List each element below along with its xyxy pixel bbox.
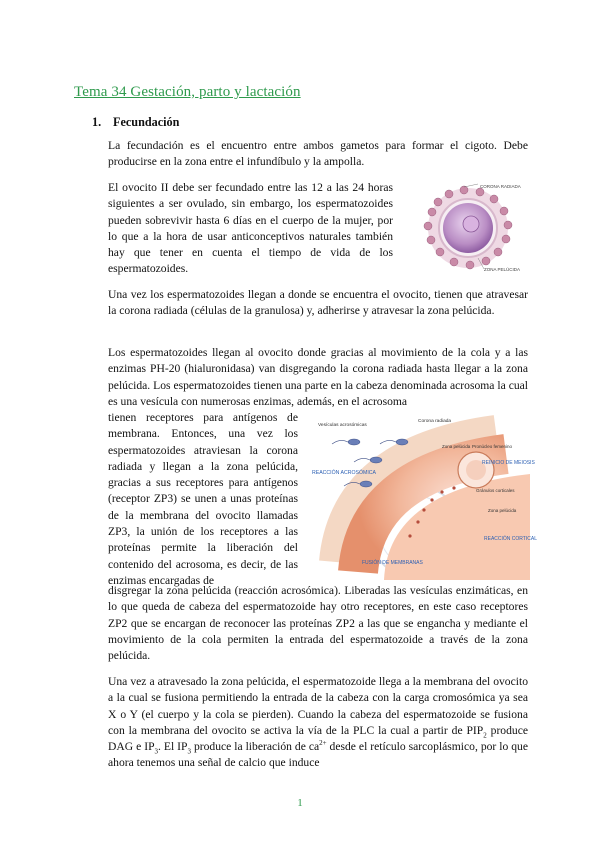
oocyte-illustration [408, 182, 526, 272]
zona-label: ZONA PELÚCIDA [484, 267, 521, 272]
paragraph-4-wrap: tienen receptores para antígenos de membrana. Entonces, una vez los espermatozoides atraviesan la corona radiada y llegan a la zona pelúcida, gracias a sus receptores para antígenos (receptor ZP3) se unen a unas proteínas de la membrana del ovocito llamadas ZP3, la unión de los receptores a las proteínas permite la liberación del contenido del acrosoma, es decir, de las enzimas encargadas de [108, 411, 298, 587]
section-number: 1. [92, 115, 102, 129]
page-number: 1 [297, 797, 303, 809]
paragraph-2: El ovocito II debe ser fecundado entre las 12 a las 24 horas siguientes a ser ovulado, sin embargo, los espermatozoides pueden sobrevivir hasta 6 días en el cuerpo de la mujer, por lo que a la hora de usar anticonceptivos naturales también hay que tener en cuenta el tiempo de vida de los espermatozoides. [108, 181, 393, 276]
granules-label: Gránulos corticales [476, 488, 515, 493]
p5-sub-1: 2 [483, 731, 487, 740]
acrosomal-reaction-label: REACCIÓN ACROSÓMICA [312, 470, 376, 476]
page-title: Tema 34 Gestación, parto y lactación [74, 84, 301, 100]
paragraph-4-end: disgregar la zona pelúcida (reacción acrosómica). Liberadas las vesículas enzimáticas, en lo que queda de cabeza del espermatozoide hay otro receptores, en este caso receptores ZP2 que se encargan de reconocer las proteínas ZP2 a las que se engancha y mediante el movimiento de la cola permiten la entrada del espermatozoide a través de la zona pelúcida. [108, 584, 528, 663]
p5-sub-3: 3 [187, 747, 191, 756]
fertilization-figure [306, 412, 537, 580]
section-label: Fecundación [113, 115, 180, 129]
p5-text-a: Una vez a atravesado la zona pelúcida, el espermatozoide llega a la membrana del ovocito a la cual se fusiona permitiendo la entrada de la cabeza con la carga cromosómica ya sea X o Y (el cuerpo y la cola se pierden). Cuando la cabeza del espermatozoide se fusiona con la membrana del ovocito se activa la vía de la PLC la cual a partir de PIP [108, 675, 528, 737]
p5-sub-2: 3 [154, 747, 159, 756]
paragraph-3: Una vez los espermatozoides llegan a donde se encuentra el ovocito, tienen que atravesar la corona radiada (células de la granulosa) y, adherirse y atravesar la zona pelúcida. [108, 288, 528, 318]
p5-sup: 2+ [319, 739, 327, 748]
paragraph-4: Los espermatozoides llegan al ovocito donde gracias al movimiento de la cola y a las enzimas PH-20 (hialuronidasa) van disgregando la corona radiada hasta llegar a la zona pelúcida. Los espermatozoides tienen una parte en la cabeza denominada acrosoma la cual es una vesícula con numerosas enzimas, además, en el acrosoma [108, 346, 528, 408]
paragraph-5 [108, 674, 528, 772]
p5-text-c: . El IP [158, 740, 188, 754]
membrane-fusion-label: FUSIÓN DE MEMBRANAS [362, 560, 423, 566]
pronucleus-label: Pronúcleo femenino [472, 444, 513, 449]
zona-pelucida-top-label: Zona pelúcida [442, 444, 471, 449]
corona-radiada-label: Corona radiada [418, 419, 452, 424]
meiosis-label: REINICIO DE MEIOSIS [482, 460, 535, 466]
oocyte-figure [408, 182, 526, 272]
corona-label: CORONA RADIADA [480, 184, 521, 189]
section-heading [92, 115, 179, 130]
p5-text-b: produce DAG e IP [108, 723, 528, 754]
p5-text-e: desde el retículo sarcoplásmico, por lo que ahora tenemos una señal de calcio que induce [108, 740, 528, 770]
vesicles-label: Vesículas acrosómicas [318, 423, 367, 428]
fertilization-diagram [306, 412, 537, 580]
p5-text-d: produce la liberación de ca [190, 740, 320, 754]
paragraph-1: La fecundación es el encuentro entre ambos gametos para formar el cigoto. Debe producirse en la zona entre el infundíbulo y la ampolla. [108, 139, 528, 169]
zona-label: Zona pelúcida [488, 508, 517, 513]
cortical-reaction-label: REACCIÓN CORTICAL [484, 536, 537, 542]
